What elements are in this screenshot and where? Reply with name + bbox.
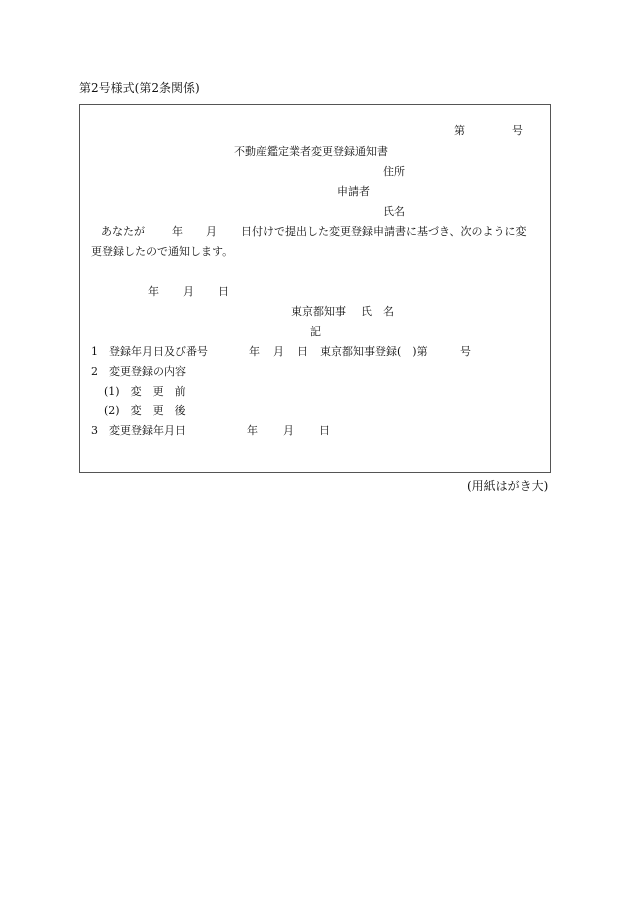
body-text-prefix: あなたが [101,225,145,238]
item3-year: 年 [247,424,258,437]
date-month: 月 [183,285,194,298]
item1-label: 1 登録年月日及び番号 [91,345,208,358]
item1-registration: 東京都知事登録( )第 [320,345,428,358]
date-year: 年 [148,285,159,298]
item3-day: 日 [319,424,330,437]
item2-sub2: (2) 変 更 後 [104,404,186,417]
item1-year: 年 [249,345,260,358]
item1-day: 日 [297,345,308,358]
name-label: 氏名 [383,205,405,218]
item1-go: 号 [460,345,471,358]
document-title: 不動産鑑定業者変更登録通知書 [234,145,388,158]
item1-month: 月 [273,345,284,358]
date-day: 日 [218,285,229,298]
form-number-label: 第2号様式(第2条関係) [79,81,200,95]
document-number-dai: 第 [454,124,465,137]
item3-month: 月 [283,424,294,437]
applicant-label: 申請者 [337,185,370,198]
ki-heading: 記 [310,325,321,338]
body-text-line2: 更登録したので通知します。 [91,245,234,258]
body-text-month: 月 [206,225,217,238]
issuer-name: 氏 名 [361,305,394,318]
item3-label: 3 変更登録年月日 [91,424,186,437]
body-text-year: 年 [172,225,183,238]
issuer-title: 東京都知事 [291,305,346,318]
address-label: 住所 [383,165,405,178]
body-text-suffix: 日付けで提出した変更登録申請書に基づき、次のように変 [241,225,527,238]
item2-label: 2 変更登録の内容 [91,365,186,378]
paper-size-note: (用紙はがき大) [467,479,549,493]
document-number-go: 号 [512,124,523,137]
item2-sub1: (1) 変 更 前 [104,385,186,398]
